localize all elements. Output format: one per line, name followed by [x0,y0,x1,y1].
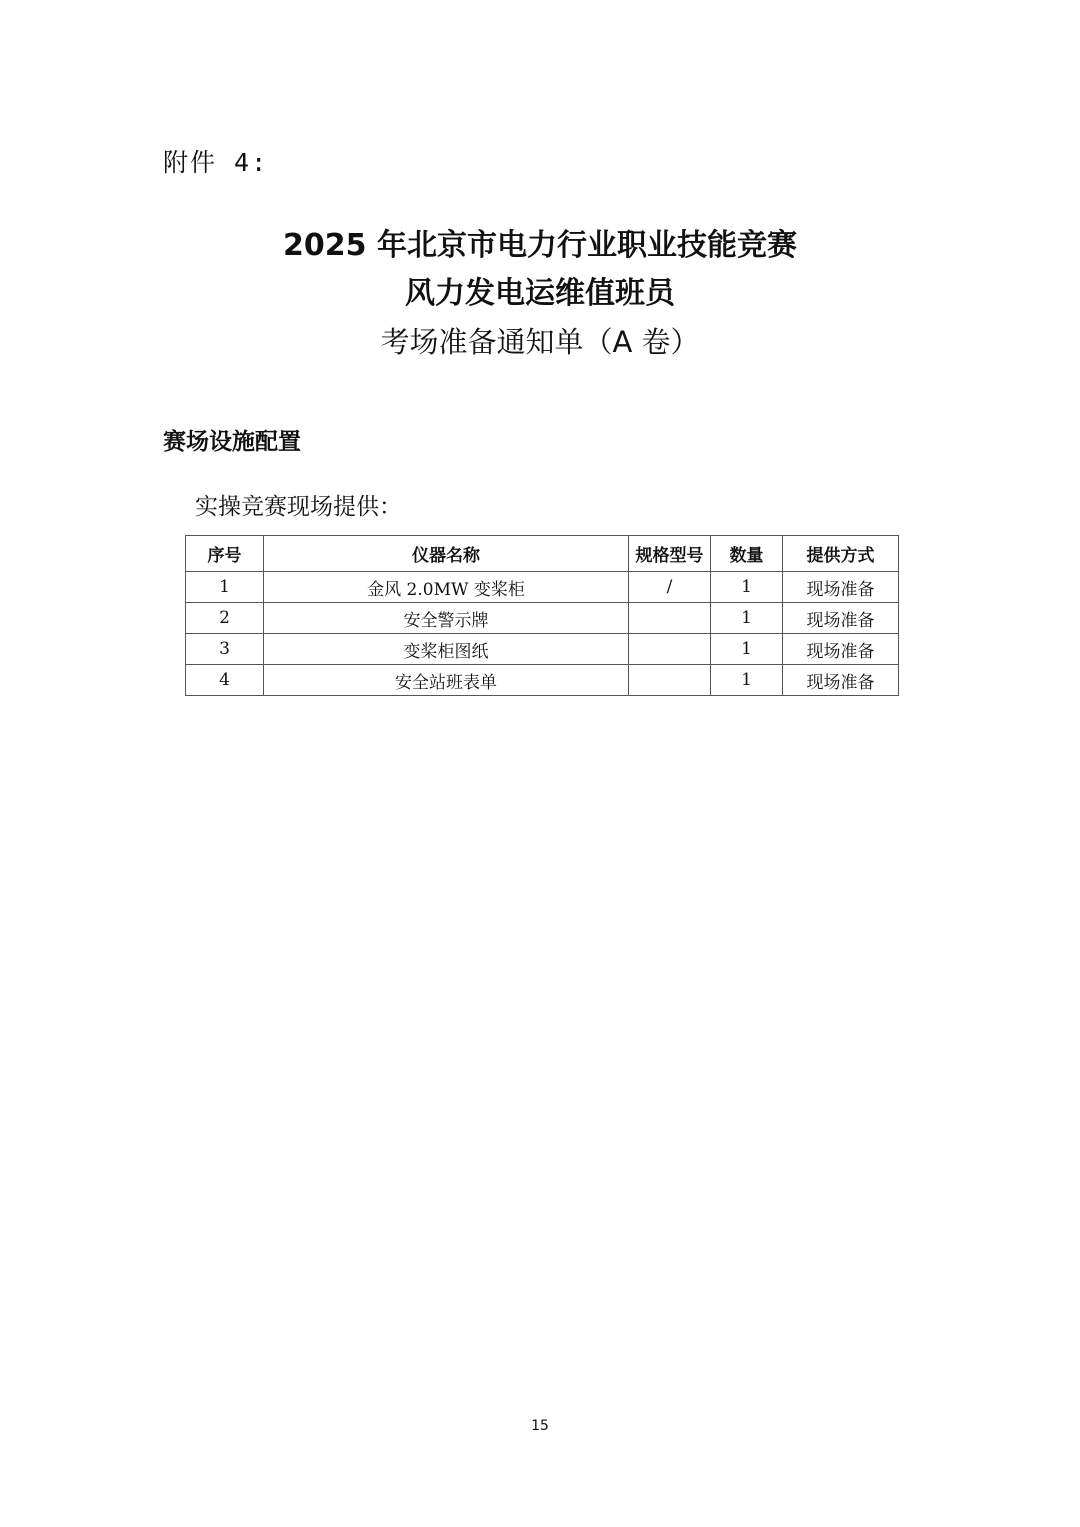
cell-serial: 4 [186,665,264,696]
cell-instrument-name: 变桨柜图纸 [264,634,629,665]
header-serial: 序号 [186,536,264,572]
title-line-1: 2025 年北京市电力行业职业技能竞赛 [283,228,797,263]
equipment-table [185,535,899,696]
cell-supply-method: 现场准备 [783,603,899,634]
table-row [186,603,899,634]
cell-model [629,665,711,696]
page-number: 15 [531,1418,549,1434]
cell-supply-method: 现场准备 [783,634,899,665]
title-line-3: 考场准备通知单（A 卷） [380,325,700,359]
cell-quantity: 1 [711,572,783,603]
cell-supply-method: 现场准备 [783,572,899,603]
table-header-row [186,536,899,572]
header-instrument-name: 仪器名称 [264,536,629,572]
document-title [0,222,1080,366]
cell-instrument-name: 金风 2.0MW 变桨柜 [264,572,629,603]
table-row [186,572,899,603]
attachment-label: 附件 4: [163,148,269,177]
header-model: 规格型号 [629,536,711,572]
cell-quantity: 1 [711,634,783,665]
cell-model: / [629,572,711,603]
intro-text: 实操竞赛现场提供： [195,494,402,520]
header-quantity: 数量 [711,536,783,572]
cell-model [629,603,711,634]
cell-instrument-name: 安全站班表单 [264,665,629,696]
cell-serial: 1 [186,572,264,603]
cell-quantity: 1 [711,665,783,696]
cell-serial: 2 [186,603,264,634]
header-supply-method: 提供方式 [783,536,899,572]
title-line-2: 风力发电运维值班员 [405,276,675,311]
cell-serial: 3 [186,634,264,665]
section-heading: 赛场设施配置 [163,429,301,455]
cell-quantity: 1 [711,603,783,634]
cell-instrument-name: 安全警示牌 [264,603,629,634]
cell-model [629,634,711,665]
table-row [186,665,899,696]
table-row [186,634,899,665]
cell-supply-method: 现场准备 [783,665,899,696]
